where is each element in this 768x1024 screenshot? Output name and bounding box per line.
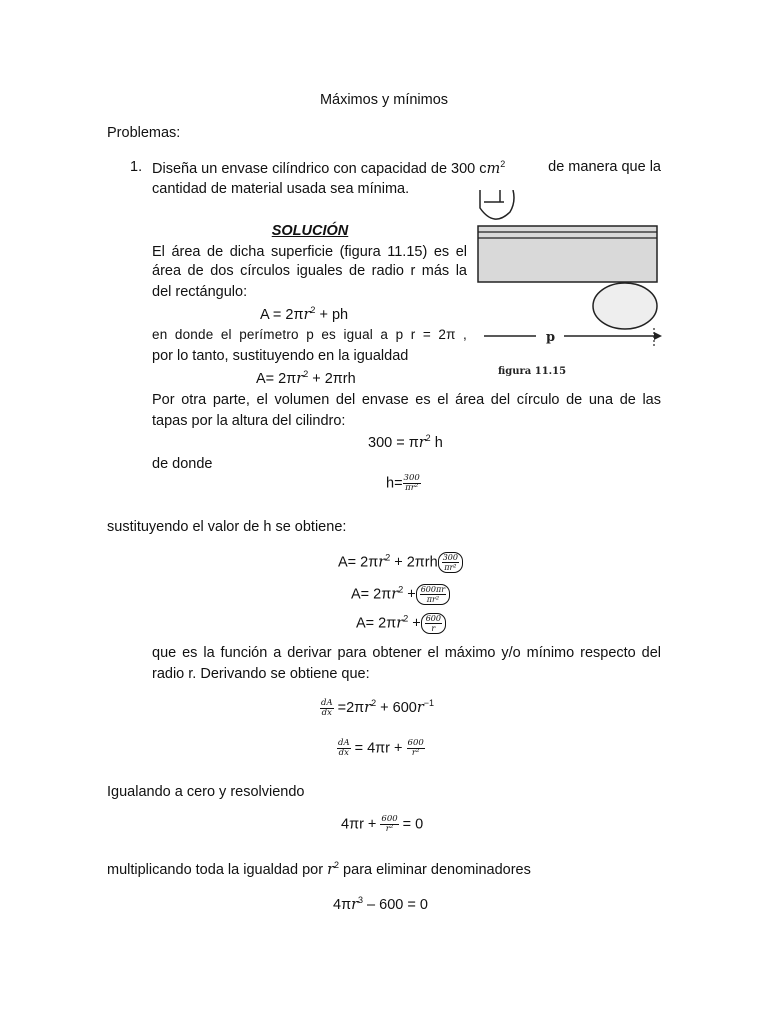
equation-zero-2: $4\pi r^3 - 600 = 0$ bbox=[333, 895, 428, 913]
solution-p1-line1: El área de dicha superficie (figura 11.15) es el bbox=[152, 244, 467, 260]
solution-heading: SOLUCIÓN bbox=[271, 223, 349, 239]
equation-area-1: $A = 2\pi r^2$ + ph bbox=[260, 305, 349, 323]
solution-p3-line2: tapas por la altura del cilindro: bbox=[152, 413, 346, 429]
problems-label: Problemas: bbox=[107, 125, 181, 141]
equation-derivative-2: $\frac{dA}{dx}$ = 4πr + $\frac{600}{\text{r²}}$ bbox=[338, 738, 424, 758]
solution-p1-line3: del rectángulo: bbox=[152, 284, 248, 300]
figure-11-15 bbox=[476, 190, 666, 380]
solution-p2-line1: en donde el perímetro p es igual a p r = 2π , bbox=[152, 327, 467, 342]
figure-top-circle bbox=[480, 190, 514, 219]
equation-area-2: $A= 2\pi r^2 + 2\pi rh$ bbox=[256, 369, 356, 387]
figure-caption: figura 11.15 bbox=[498, 366, 567, 377]
solution-p3-line1: Por otra parte, el volumen del envase es el área del círculo de una de las bbox=[152, 392, 661, 408]
multiplicando-text: multiplicando toda la igualdad por $r^2$ para eliminar denominadores bbox=[107, 860, 531, 878]
equation-area-4: $A= 2\pi r^2$ + $\frac{600\pi r}{\text{πr²}}$ bbox=[351, 584, 450, 605]
page-title: Máximos y mínimos bbox=[319, 92, 449, 108]
problem-number: 1. bbox=[130, 159, 143, 175]
figure-p-label: p bbox=[546, 330, 556, 345]
equation-h: h= $\frac{300}{\text{πr²}}$ bbox=[386, 473, 420, 493]
sustituyendo-text: sustituyendo el valor de h se obtiene: bbox=[107, 519, 347, 535]
solution-p1-line2: área de dos círculos iguales de radio r más la bbox=[152, 263, 467, 279]
equation-zero-1: 4πr + $\frac{600}{\text{r²}}$ = 0 bbox=[341, 814, 424, 834]
paren-fraction: $\frac{600}{r}$ bbox=[421, 613, 446, 634]
figure-bottom-circle bbox=[593, 283, 657, 329]
de-donde-text: de donde bbox=[152, 456, 213, 472]
solution-p2-line2: por lo tanto, sustituyendo en la igualdad bbox=[152, 348, 409, 364]
derivar-line1: que es la función a derivar para obtener el máximo y/o mínimo respecto del bbox=[152, 645, 661, 661]
equation-derivative-1: $\frac{dA}{dx}$ $=2\pi r^2 + 600r^{-1}$ bbox=[321, 697, 435, 718]
problem-text-end: de manera que la bbox=[548, 159, 661, 175]
paren-fraction: $\frac{300}{\text{πr²}}$ bbox=[438, 552, 463, 573]
figure-rectangle bbox=[478, 226, 657, 282]
equation-area-3: $A= 2\pi r^2 + 2\pi rh$ $\frac{300}{\text{πr²}}$ bbox=[338, 552, 463, 573]
problem-1-line-2: cantidad de material usada sea mínima. bbox=[152, 181, 410, 197]
equation-area-5: $A= 2\pi r^2$ + $\frac{600}{r}$ bbox=[356, 613, 446, 634]
derivar-line2: radio r. Derivando se obtiene que: bbox=[152, 666, 370, 682]
problem-text-start: Diseña un envase cilíndrico con capacidad de 300 $cm^2$ bbox=[152, 159, 506, 177]
igualando-text: Igualando a cero y resolviendo bbox=[107, 784, 305, 800]
equation-volume: $300 = \pi r^2$ h bbox=[368, 433, 443, 451]
problem-1-line-1 bbox=[152, 159, 661, 177]
paren-fraction: $\frac{600\pi r}{\text{πr²}}$ bbox=[416, 584, 450, 605]
